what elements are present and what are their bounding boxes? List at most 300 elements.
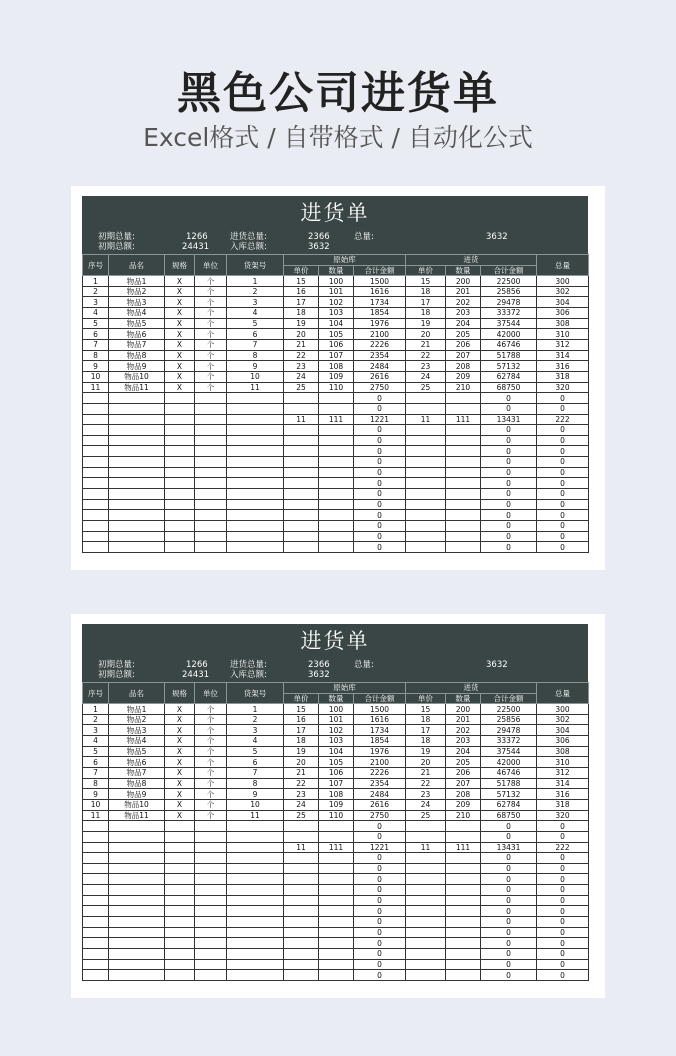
table-cell — [195, 542, 227, 553]
table-cell — [109, 510, 165, 521]
table-cell — [319, 885, 354, 896]
table-cell: 1616 — [354, 714, 406, 725]
table-cell — [319, 520, 354, 531]
table-cell — [109, 885, 165, 896]
table-cell — [227, 425, 284, 436]
table-cell — [227, 938, 284, 949]
table-cell: 314 — [537, 350, 589, 361]
table-cell — [109, 467, 165, 478]
table-cell: 0 — [481, 927, 537, 938]
table-cell — [319, 531, 354, 542]
table-cell: 19 — [406, 318, 446, 329]
table-cell — [446, 885, 481, 896]
table-cell: 0 — [354, 520, 406, 531]
table-cell: 物品8 — [109, 350, 165, 361]
table-cell: 物品6 — [109, 757, 165, 768]
table-cell — [284, 425, 319, 436]
table-cell — [165, 831, 195, 842]
table-cell: 13431 — [481, 414, 537, 425]
table-cell — [83, 489, 109, 500]
table-cell — [109, 542, 165, 553]
table-cell: X — [165, 329, 195, 340]
table-cell: 个 — [195, 329, 227, 340]
table-cell — [284, 831, 319, 842]
table-cell: 22 — [406, 350, 446, 361]
table-cell: 320 — [537, 382, 589, 393]
table-cell: 200 — [446, 276, 481, 287]
table-cell: 202 — [446, 297, 481, 308]
table-cell — [446, 393, 481, 404]
table-row — [83, 885, 589, 896]
col-header-unit-price: 单价 — [284, 265, 319, 276]
table-cell: 10 — [227, 799, 284, 810]
table-cell — [83, 895, 109, 906]
table-cell: 203 — [446, 308, 481, 319]
table-cell — [227, 906, 284, 917]
table-cell — [284, 885, 319, 896]
col-header-unit-price: 单价 — [406, 693, 446, 704]
table-cell — [195, 478, 227, 489]
table-cell — [319, 821, 354, 832]
table-cell: 304 — [537, 297, 589, 308]
table-cell — [83, 446, 109, 457]
table-cell: 11 — [227, 382, 284, 393]
col-header-unit-price: 单价 — [284, 693, 319, 704]
table-cell: X — [165, 350, 195, 361]
table-cell — [109, 831, 165, 842]
purchase-table — [82, 254, 589, 553]
table-cell: 个 — [195, 371, 227, 382]
table-cell: 0 — [481, 874, 537, 885]
table-cell — [165, 467, 195, 478]
col-header-unit: 单位 — [195, 255, 227, 276]
table-cell: X — [165, 725, 195, 736]
group-header-purchase: 进货 — [406, 683, 537, 694]
table-cell — [165, 531, 195, 542]
table-cell — [165, 874, 195, 885]
table-cell: 310 — [537, 757, 589, 768]
table-cell: 11 — [284, 842, 319, 853]
table-cell: 201 — [446, 714, 481, 725]
table-cell: 0 — [481, 435, 537, 446]
table-cell: 1 — [227, 704, 284, 715]
table-cell: 33372 — [481, 736, 537, 747]
table-cell — [165, 895, 195, 906]
total-qty-value: 3632 — [486, 232, 508, 242]
table-cell: 2750 — [354, 382, 406, 393]
table-cell — [446, 970, 481, 981]
table-cell — [165, 853, 195, 864]
total-qty-value: 3632 — [486, 660, 508, 670]
table-cell: 0 — [354, 393, 406, 404]
table-cell: 22500 — [481, 704, 537, 715]
table-cell — [284, 948, 319, 959]
table-cell: 0 — [354, 959, 406, 970]
table-cell — [446, 938, 481, 949]
table-cell — [284, 863, 319, 874]
table-cell: 22 — [284, 350, 319, 361]
table-cell: 0 — [481, 489, 537, 500]
table-cell — [195, 821, 227, 832]
table-cell: 0 — [537, 446, 589, 457]
table-row — [83, 361, 589, 372]
table-cell — [406, 970, 446, 981]
table-cell: 25 — [406, 382, 446, 393]
table-cell: 0 — [537, 542, 589, 553]
table-cell — [227, 917, 284, 928]
table-cell — [227, 874, 284, 885]
table-row — [83, 467, 589, 478]
table-cell — [165, 821, 195, 832]
table-cell: 个 — [195, 768, 227, 779]
table-cell — [83, 917, 109, 928]
table-cell: 210 — [446, 382, 481, 393]
table-cell — [284, 970, 319, 981]
table-cell: 0 — [537, 457, 589, 468]
table-cell — [109, 895, 165, 906]
col-header-amount: 合计金额 — [354, 265, 406, 276]
table-cell: 4 — [83, 736, 109, 747]
table-cell — [195, 927, 227, 938]
table-cell: 0 — [481, 457, 537, 468]
table-row — [83, 853, 589, 864]
table-cell — [109, 863, 165, 874]
table-cell — [165, 520, 195, 531]
table-cell: 0 — [354, 863, 406, 874]
table-cell: 51788 — [481, 778, 537, 789]
table-cell — [446, 457, 481, 468]
table-cell — [406, 917, 446, 928]
table-cell — [109, 403, 165, 414]
table-cell — [195, 895, 227, 906]
table-cell: 18 — [406, 736, 446, 747]
table-cell: 个 — [195, 361, 227, 372]
table-cell — [83, 520, 109, 531]
initial-amount-value: 24431 — [182, 670, 210, 680]
table-row — [83, 435, 589, 446]
table-cell: 25 — [284, 810, 319, 821]
col-header-total: 总量 — [537, 683, 589, 704]
table-cell: 100 — [319, 276, 354, 287]
table-cell — [227, 863, 284, 874]
table-cell: 0 — [481, 948, 537, 959]
table-cell — [83, 927, 109, 938]
table-cell — [227, 970, 284, 981]
table-cell: 15 — [284, 276, 319, 287]
table-cell: X — [165, 361, 195, 372]
table-cell: 0 — [537, 927, 589, 938]
table-row — [83, 393, 589, 404]
table-cell — [83, 531, 109, 542]
table-cell: 24 — [284, 371, 319, 382]
table-row — [83, 874, 589, 885]
table-cell — [319, 831, 354, 842]
table-cell: X — [165, 799, 195, 810]
table-cell — [165, 478, 195, 489]
table-cell: 2226 — [354, 768, 406, 779]
table-cell — [83, 403, 109, 414]
table-cell: 101 — [319, 286, 354, 297]
table-cell: 5 — [227, 746, 284, 757]
table-cell: 0 — [537, 874, 589, 885]
table-cell: 17 — [284, 725, 319, 736]
table-cell — [446, 425, 481, 436]
table-cell: 2354 — [354, 778, 406, 789]
table-cell — [406, 457, 446, 468]
table-cell: 个 — [195, 350, 227, 361]
table-cell — [83, 863, 109, 874]
total-qty-label: 总量: — [354, 660, 374, 670]
table-cell — [446, 403, 481, 414]
table-cell — [83, 853, 109, 864]
table-cell — [109, 520, 165, 531]
table-cell: 68750 — [481, 810, 537, 821]
table-row — [83, 768, 589, 779]
table-cell — [195, 467, 227, 478]
table-cell: 0 — [481, 906, 537, 917]
table-cell: 0 — [481, 831, 537, 842]
table-cell — [109, 906, 165, 917]
table-cell — [83, 970, 109, 981]
table-cell: 0 — [537, 821, 589, 832]
table-cell — [165, 446, 195, 457]
table-cell: 308 — [537, 318, 589, 329]
initial-amount-label: 初期总额: — [98, 670, 135, 680]
table-cell: 0 — [537, 831, 589, 842]
table-cell — [406, 948, 446, 959]
table-cell — [109, 970, 165, 981]
table-cell: 104 — [319, 746, 354, 757]
table-cell: 10 — [227, 371, 284, 382]
table-cell: 2 — [227, 714, 284, 725]
table-cell: 0 — [354, 489, 406, 500]
table-cell — [165, 885, 195, 896]
table-cell — [165, 489, 195, 500]
table-row — [83, 520, 589, 531]
table-cell — [195, 938, 227, 949]
table-cell: 11 — [83, 382, 109, 393]
table-cell — [83, 542, 109, 553]
table-cell — [109, 457, 165, 468]
table-cell — [227, 895, 284, 906]
group-header-original: 原始库 — [284, 255, 406, 266]
table-row — [83, 350, 589, 361]
table-cell — [446, 531, 481, 542]
table-cell — [83, 467, 109, 478]
table-cell — [83, 906, 109, 917]
table-cell — [195, 842, 227, 853]
table-cell — [109, 446, 165, 457]
table-cell: 16 — [284, 286, 319, 297]
table-cell — [227, 831, 284, 842]
col-header-quantity: 数量 — [446, 265, 481, 276]
table-cell: 0 — [481, 403, 537, 414]
table-cell: 9 — [83, 789, 109, 800]
table-cell: 物品7 — [109, 340, 165, 351]
table-cell: 19 — [406, 746, 446, 757]
table-cell — [406, 489, 446, 500]
table-row — [83, 510, 589, 521]
table-cell: 18 — [406, 714, 446, 725]
table-cell: 37544 — [481, 746, 537, 757]
table-cell — [406, 895, 446, 906]
table-cell: 个 — [195, 757, 227, 768]
table-cell: 8 — [83, 350, 109, 361]
table-cell: 0 — [354, 425, 406, 436]
table-row — [83, 863, 589, 874]
table-cell: 0 — [354, 853, 406, 864]
table-cell — [165, 948, 195, 959]
table-cell: 318 — [537, 799, 589, 810]
table-row — [83, 276, 589, 287]
table-cell — [83, 874, 109, 885]
table-cell: 0 — [354, 403, 406, 414]
initial-amount-label: 初期总额: — [98, 242, 135, 252]
table-cell: 3 — [83, 725, 109, 736]
table-cell: 300 — [537, 276, 589, 287]
table-cell: 111 — [319, 842, 354, 853]
table-cell — [227, 842, 284, 853]
table-cell — [406, 885, 446, 896]
table-cell — [227, 510, 284, 521]
table-cell: 210 — [446, 810, 481, 821]
table-cell — [195, 435, 227, 446]
table-cell — [406, 478, 446, 489]
table-cell — [83, 938, 109, 949]
table-cell: 51788 — [481, 350, 537, 361]
table-row — [83, 446, 589, 457]
table-cell — [406, 510, 446, 521]
table-row — [83, 799, 589, 810]
table-cell: 109 — [319, 799, 354, 810]
table-cell: 物品9 — [109, 361, 165, 372]
table-cell: 0 — [481, 542, 537, 553]
table-cell: 物品4 — [109, 736, 165, 747]
purchase-qty-value: 2366 — [308, 660, 330, 670]
table-cell: 2 — [83, 714, 109, 725]
table-cell — [446, 446, 481, 457]
table-cell — [83, 425, 109, 436]
table-cell: 2 — [227, 286, 284, 297]
table-cell: 19 — [284, 318, 319, 329]
table-cell: 0 — [537, 531, 589, 542]
table-cell: X — [165, 276, 195, 287]
table-cell: 0 — [537, 467, 589, 478]
table-cell — [195, 499, 227, 510]
table-cell: 6 — [83, 757, 109, 768]
col-header-spec: 规格 — [165, 683, 195, 704]
table-cell — [165, 425, 195, 436]
table-cell: 0 — [537, 435, 589, 446]
table-cell: 102 — [319, 725, 354, 736]
table-cell — [446, 853, 481, 864]
table-cell: 物品10 — [109, 799, 165, 810]
table-cell: 0 — [537, 885, 589, 896]
table-cell: 20 — [284, 757, 319, 768]
table-cell: 个 — [195, 276, 227, 287]
table-cell: 1 — [83, 276, 109, 287]
table-cell — [195, 510, 227, 521]
table-cell — [195, 425, 227, 436]
col-header-seq: 序号 — [83, 255, 109, 276]
table-cell: 42000 — [481, 329, 537, 340]
table-cell — [227, 457, 284, 468]
table-cell: 306 — [537, 308, 589, 319]
table-cell: 8 — [227, 778, 284, 789]
table-cell — [109, 917, 165, 928]
table-cell — [165, 906, 195, 917]
purchase-qty-label: 进货总量: — [230, 232, 267, 242]
table-row — [83, 371, 589, 382]
table-cell — [406, 863, 446, 874]
table-cell: 7 — [227, 340, 284, 351]
table-cell: X — [165, 714, 195, 725]
table-cell: 个 — [195, 297, 227, 308]
table-cell: 111 — [319, 414, 354, 425]
col-header-shelf: 货架号 — [227, 255, 284, 276]
table-cell: 17 — [284, 297, 319, 308]
table-cell — [319, 542, 354, 553]
table-cell — [109, 842, 165, 853]
table-cell — [165, 959, 195, 970]
table-cell: 0 — [537, 478, 589, 489]
page-title: 黑色公司进货单 — [177, 68, 499, 119]
table-row — [83, 938, 589, 949]
table-cell: 108 — [319, 789, 354, 800]
table-cell: 0 — [537, 906, 589, 917]
table-cell: 20 — [284, 329, 319, 340]
inbound-amount-label: 入库总额: — [230, 670, 267, 680]
table-cell: 105 — [319, 757, 354, 768]
table-cell: 5 — [83, 318, 109, 329]
table-cell: 18 — [284, 736, 319, 747]
table-cell — [195, 403, 227, 414]
table-cell: 314 — [537, 778, 589, 789]
table-cell — [165, 863, 195, 874]
table-cell: 0 — [354, 510, 406, 521]
table-row — [83, 489, 589, 500]
table-cell: 25856 — [481, 714, 537, 725]
table-cell: 0 — [537, 510, 589, 521]
table-cell: 306 — [537, 736, 589, 747]
table-cell: 物品3 — [109, 725, 165, 736]
table-cell: 10 — [83, 371, 109, 382]
table-cell — [109, 499, 165, 510]
table-cell — [109, 853, 165, 864]
purchase-qty-label: 进货总量: — [230, 660, 267, 670]
table-cell: 222 — [537, 414, 589, 425]
table-cell: 22500 — [481, 276, 537, 287]
table-cell: 0 — [537, 895, 589, 906]
table-row — [83, 286, 589, 297]
table-cell: 0 — [354, 457, 406, 468]
table-cell: 0 — [537, 938, 589, 949]
table-cell — [406, 499, 446, 510]
table-cell — [319, 478, 354, 489]
initial-qty-label: 初期总量: — [98, 660, 135, 670]
table-cell: 25 — [284, 382, 319, 393]
table-cell: 209 — [446, 371, 481, 382]
table-cell — [319, 853, 354, 864]
table-cell — [83, 457, 109, 468]
table-cell — [195, 885, 227, 896]
table-cell: 0 — [537, 499, 589, 510]
table-cell — [284, 510, 319, 521]
table-cell: 222 — [537, 842, 589, 853]
table-cell — [195, 959, 227, 970]
table-cell — [165, 970, 195, 981]
table-cell: 个 — [195, 318, 227, 329]
